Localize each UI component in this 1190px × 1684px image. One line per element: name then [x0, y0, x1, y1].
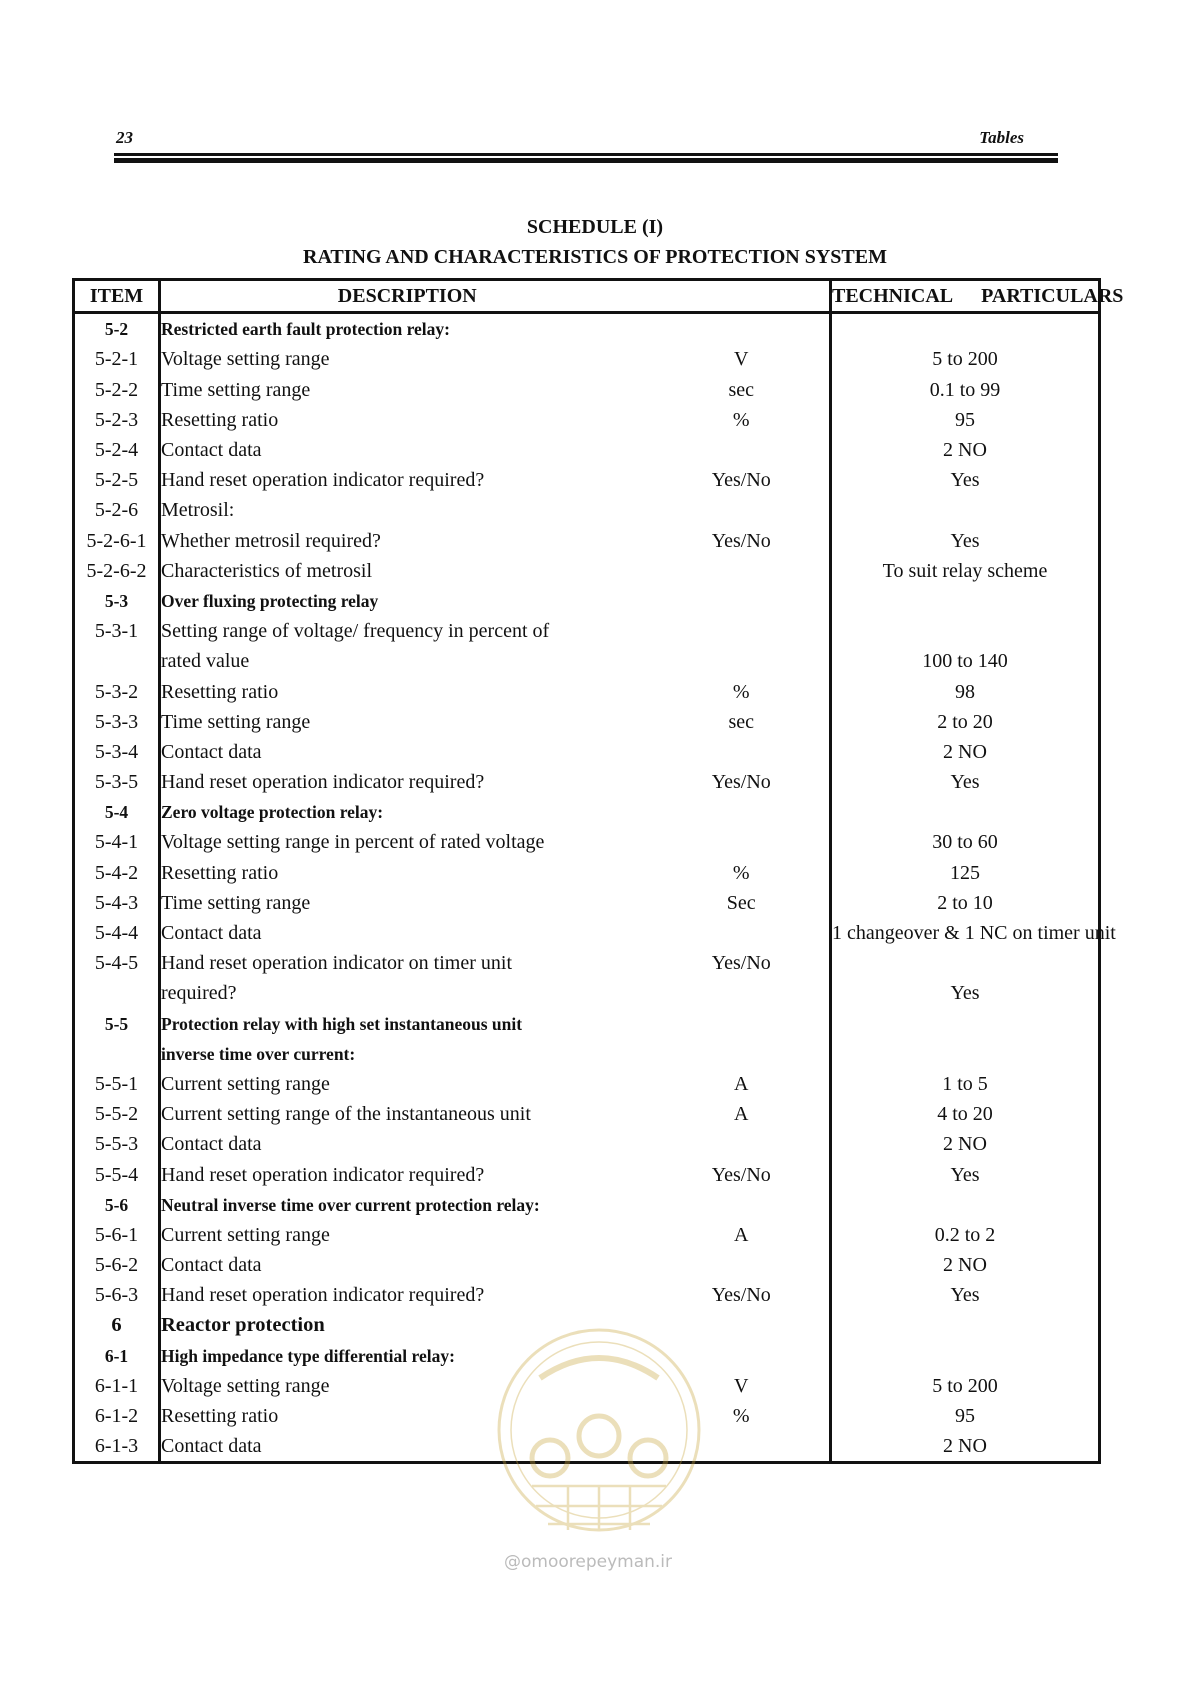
technical-cell: [831, 1341, 1100, 1371]
description-cell: Contact data: [160, 1431, 654, 1463]
table-row: [74, 1220, 1100, 1250]
header-technical: TECHNICAL: [832, 285, 954, 308]
description-cell: Time setting range: [161, 891, 311, 914]
table-row: [74, 827, 1100, 857]
unit-cell: Yes/No: [654, 1159, 831, 1189]
description-cell: Voltage setting range: [161, 348, 330, 371]
unit-cell: [654, 495, 831, 525]
table-row: [74, 1039, 1100, 1069]
description-cell: Time setting range: [161, 710, 311, 733]
technical-cell: Yes: [831, 1280, 1100, 1310]
item-cell: 5-3-5: [74, 767, 160, 797]
table-row: [74, 375, 1100, 405]
item-cell: 5-6: [74, 1190, 160, 1220]
table-row: [74, 435, 1100, 465]
description-cell: Resetting ratio: [161, 408, 279, 431]
table-row: [74, 948, 1100, 978]
item-cell: 5-3-1: [74, 616, 160, 646]
unit-cell: sec: [654, 375, 831, 405]
item-cell: 5-2-1: [74, 344, 160, 374]
description-cell: High impedance type differential relay:: [161, 1345, 455, 1366]
item-cell: [74, 646, 160, 676]
header-unit-blank: [654, 280, 831, 313]
table-row: [74, 767, 1100, 797]
item-cell: 5-6-2: [74, 1250, 160, 1280]
table-row: [74, 495, 1100, 525]
technical-cell: [831, 616, 1100, 646]
table-row: [74, 616, 1100, 646]
item-cell: 5-2: [74, 313, 160, 345]
item-cell: 5-2-2: [74, 375, 160, 405]
item-cell: 5-5: [74, 1009, 160, 1039]
technical-cell: 100 to 140: [831, 646, 1100, 676]
page-number: 23: [116, 128, 133, 147]
description-cell: rated value: [161, 650, 250, 673]
item-cell: 5-4-3: [74, 888, 160, 918]
unit-cell: Yes/No: [654, 948, 831, 978]
technical-cell: 2 to 20: [831, 707, 1100, 737]
table-row: [74, 676, 1100, 706]
description-cell: Current setting range: [161, 1072, 330, 1095]
item-cell: 5-5-1: [74, 1069, 160, 1099]
unit-cell: [654, 797, 831, 827]
item-cell: 5-3-2: [74, 676, 160, 706]
table-row: [74, 405, 1100, 435]
unit-cell: [654, 586, 831, 616]
technical-cell: [831, 313, 1100, 345]
description-cell: Current setting range: [161, 1223, 330, 1246]
description-cell: Hand reset operation indicator required?: [161, 469, 485, 492]
technical-cell: 30 to 60: [831, 827, 1100, 857]
table-row: [74, 1069, 1100, 1099]
description-cell: Contact data: [161, 922, 262, 945]
item-cell: 6-1-3: [74, 1431, 160, 1463]
description-cell: Resetting ratio: [161, 1405, 279, 1428]
header-rule-thin: [114, 153, 1058, 156]
description-cell: Characteristics of metrosil: [161, 559, 373, 582]
header-item: ITEM: [74, 280, 160, 313]
unit-cell: [654, 556, 831, 586]
unit-cell: [654, 978, 831, 1008]
item-cell: 5-2-4: [74, 435, 160, 465]
schedule-subtitle: RATING AND CHARACTERISTICS OF PROTECTION SYSTEM: [303, 246, 887, 268]
technical-cell: 2 NO: [831, 435, 1100, 465]
header-rule-thick: [114, 158, 1058, 163]
schedule-table: [72, 278, 1124, 1464]
description-cell: Current setting range of the instantaneous unit: [161, 1103, 531, 1126]
unit-cell: sec: [654, 707, 831, 737]
unit-cell: [654, 435, 831, 465]
technical-cell: 0.2 to 2: [831, 1220, 1100, 1250]
item-cell: 5-3: [74, 586, 160, 616]
technical-cell: 5 to 200: [831, 1371, 1100, 1401]
item-cell: 5-5-3: [74, 1129, 160, 1159]
unit-cell: %: [654, 858, 831, 888]
technical-cell: 2 NO: [831, 1431, 1100, 1463]
description-cell: Contact data: [161, 439, 262, 462]
description-cell: Voltage setting range: [161, 1374, 330, 1397]
item-cell: 5-2-3: [74, 405, 160, 435]
technical-cell: Yes: [831, 465, 1100, 495]
technical-cell: [831, 1039, 1100, 1069]
description-cell: Contact data: [161, 740, 262, 763]
item-cell: [74, 1039, 160, 1069]
technical-cell: 4 to 20: [831, 1099, 1100, 1129]
table-row: [74, 737, 1100, 767]
description-cell: Setting range of voltage/ frequency in percent of: [161, 620, 550, 643]
description-cell: Hand reset operation indicator required?: [161, 771, 485, 794]
item-cell: 5-2-6-2: [74, 556, 160, 586]
table-row: [74, 978, 1100, 1008]
unit-cell: A: [654, 1220, 831, 1250]
header-technical-particulars: [831, 280, 1124, 313]
table-row: [74, 858, 1100, 888]
item-cell: 5-6-3: [74, 1280, 160, 1310]
table-row: [74, 1280, 1100, 1310]
unit-cell: %: [654, 676, 831, 706]
technical-cell: To suit relay scheme: [831, 556, 1100, 586]
table-row: [74, 1159, 1100, 1189]
technical-cell: [831, 797, 1100, 827]
table-body: [74, 313, 1116, 1463]
item-cell: 5-4-2: [74, 858, 160, 888]
item-cell: 5-4-4: [74, 918, 160, 948]
unit-cell: [654, 827, 831, 857]
table-row: [74, 797, 1100, 827]
unit-cell: Yes/No: [654, 767, 831, 797]
unit-cell: %: [654, 405, 831, 435]
technical-cell: 5 to 200: [831, 344, 1100, 374]
description-cell: Resetting ratio: [161, 861, 279, 884]
table-row: [74, 1009, 1100, 1039]
item-cell: 6: [74, 1310, 160, 1340]
table-row: [74, 526, 1100, 556]
technical-cell: 98: [831, 676, 1100, 706]
unit-cell: [654, 737, 831, 767]
description-cell: Hand reset operation indicator required?: [161, 1284, 485, 1307]
description-cell: Time setting range: [161, 378, 311, 401]
table-row: [74, 1129, 1100, 1159]
unit-cell: [654, 646, 831, 676]
item-cell: 6-1-2: [74, 1401, 160, 1431]
description-cell: Whether metrosil required?: [161, 529, 381, 552]
technical-cell: Yes: [831, 526, 1100, 556]
technical-cell: 2 to 10: [831, 888, 1100, 918]
item-cell: 6-1: [74, 1341, 160, 1371]
technical-cell: 2 NO: [831, 1129, 1100, 1159]
description-cell: Voltage setting range in percent of rated voltage: [161, 831, 545, 854]
item-cell: 5-2-6-1: [74, 526, 160, 556]
watermark-text: @omoorepeyman.ir: [504, 1552, 673, 1572]
item-cell: 5-2-5: [74, 465, 160, 495]
table-row: [74, 888, 1100, 918]
description-cell: Neutral inverse time over current protection relay:: [161, 1194, 540, 1215]
item-cell: 5-2-6: [74, 495, 160, 525]
unit-cell: [654, 616, 831, 646]
description-cell: Metrosil:: [161, 499, 235, 522]
item-cell: 5-4-5: [74, 948, 160, 978]
description-cell: Zero voltage protection relay:: [161, 802, 384, 823]
description-cell: Protection relay with high set instantaneous unit: [161, 1013, 523, 1034]
item-cell: [74, 978, 160, 1008]
header-description: DESCRIPTION: [160, 280, 654, 313]
description-cell: Resetting ratio: [161, 680, 279, 703]
unit-cell: V: [654, 344, 831, 374]
schedule-title: SCHEDULE (I): [526, 216, 664, 238]
item-cell: 5-5-4: [74, 1159, 160, 1189]
unit-cell: [654, 1190, 831, 1220]
item-cell: 5-5-2: [74, 1099, 160, 1129]
unit-cell: Yes/No: [654, 465, 831, 495]
technical-cell: 2 NO: [831, 737, 1100, 767]
unit-cell: Sec: [654, 888, 831, 918]
description-cell: Contact data: [161, 1133, 262, 1156]
unit-cell: [654, 1129, 831, 1159]
table-row: [74, 707, 1100, 737]
description-cell: Over fluxing protecting relay: [161, 590, 379, 611]
unit-cell: [654, 918, 831, 948]
unit-cell: V: [654, 1371, 831, 1401]
description-cell: inverse time over current:: [161, 1043, 356, 1064]
unit-cell: [654, 313, 831, 345]
unit-cell: Yes/No: [654, 1280, 831, 1310]
unit-cell: [654, 1009, 831, 1039]
section-title: Tables: [979, 128, 1024, 147]
description-cell: Hand reset operation indicator on timer unit: [161, 952, 513, 975]
item-cell: 6-1-1: [74, 1371, 160, 1401]
description-cell: Restricted earth fault protection relay:: [161, 319, 450, 340]
technical-cell: 95: [831, 405, 1100, 435]
unit-cell: [654, 1250, 831, 1280]
technical-cell: 1 changeover & 1 NC on timer unit: [831, 918, 1100, 948]
technical-cell: 2 NO: [831, 1250, 1100, 1280]
table-row: [74, 313, 1100, 345]
table-row: [74, 1250, 1100, 1280]
technical-cell: Yes: [831, 1159, 1100, 1189]
technical-cell: [831, 1310, 1100, 1340]
technical-cell: 1 to 5: [831, 1069, 1100, 1099]
item-cell: 5-4: [74, 797, 160, 827]
description-cell: required?: [161, 982, 237, 1005]
table-row: [74, 465, 1100, 495]
technical-cell: Yes: [831, 767, 1100, 797]
item-cell: 5-4-1: [74, 827, 160, 857]
technical-cell: Yes: [831, 978, 1100, 1008]
description-cell: Contact data: [161, 1254, 262, 1277]
technical-cell: [831, 495, 1100, 525]
technical-cell: [831, 948, 1100, 978]
header-particulars: PARTICULARS: [981, 285, 1124, 308]
table-row: [74, 918, 1100, 948]
table-row: [74, 646, 1100, 676]
watermark-logo: [488, 1318, 710, 1576]
table-row: [74, 1099, 1100, 1129]
item-cell: 5-3-4: [74, 737, 160, 767]
technical-cell: [831, 1190, 1100, 1220]
unit-cell: Yes/No: [654, 526, 831, 556]
description-cell: Hand reset operation indicator required?: [161, 1163, 485, 1186]
table-row: [74, 586, 1100, 616]
description-cell: Reactor protection: [161, 1314, 325, 1337]
technical-cell: [831, 586, 1100, 616]
table-header-row: [74, 280, 1100, 313]
technical-cell: 95: [831, 1401, 1100, 1431]
unit-cell: %: [654, 1401, 831, 1431]
unit-cell: A: [654, 1099, 831, 1129]
technical-cell: 0.1 to 99: [831, 375, 1100, 405]
table-row: [74, 556, 1100, 586]
unit-cell: A: [654, 1069, 831, 1099]
table-row: [74, 1190, 1100, 1220]
table-row: [74, 344, 1100, 374]
item-cell: 5-6-1: [74, 1220, 160, 1250]
item-cell: 5-3-3: [74, 707, 160, 737]
unit-cell: [654, 1039, 831, 1069]
page-header: [116, 128, 1060, 148]
technical-cell: [831, 1009, 1100, 1039]
technical-cell: 125: [831, 858, 1100, 888]
